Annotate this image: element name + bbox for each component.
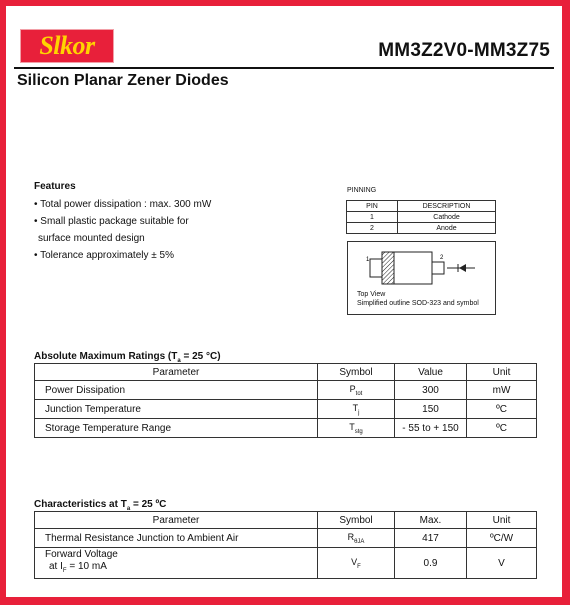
- table-cell: ºC: [467, 419, 537, 438]
- heading-subscript: a: [177, 358, 181, 364]
- table-cell: 2: [347, 223, 398, 234]
- symbol-text: T: [349, 421, 355, 432]
- table-row: [35, 419, 537, 438]
- heading-text: = 25 °C): [180, 351, 221, 362]
- features-list: [34, 196, 211, 264]
- ratings-table: [34, 363, 537, 438]
- table-cell: mW: [467, 381, 537, 400]
- column-header: Parameter: [35, 364, 318, 381]
- table-cell: - 55 to + 150: [395, 419, 467, 438]
- characteristics-table: [34, 511, 537, 579]
- table-cell: [318, 400, 395, 419]
- column-header: PIN: [347, 201, 398, 212]
- table-cell: [318, 529, 395, 548]
- symbol-subscript: F: [357, 563, 361, 570]
- symbol-text: V: [351, 556, 358, 567]
- table-cell: Junction Temperature: [35, 400, 318, 419]
- diagram-caption: Simplified outline SOD-323 and symbol: [357, 300, 479, 307]
- table-row: [35, 400, 537, 419]
- parameter-condition: [45, 561, 317, 577]
- table-cell: [35, 548, 318, 579]
- table-cell: [318, 548, 395, 579]
- symbol-text: R: [347, 531, 355, 542]
- diagram-caption: Top View: [357, 291, 386, 298]
- table-header-row: [347, 201, 496, 212]
- table-row: [347, 223, 496, 234]
- feature-item: • Small plastic package suitable for: [34, 216, 189, 227]
- heading-subscript: a: [126, 506, 131, 512]
- column-header: Value: [395, 364, 467, 381]
- column-header: Unit: [467, 364, 537, 381]
- table-cell: Thermal Resistance Junction to Ambient Air: [35, 529, 318, 548]
- table-row: [35, 529, 537, 548]
- heading-text: Absolute Maximum Ratings (T: [34, 351, 178, 362]
- slkor-logo: Slkor: [20, 29, 114, 63]
- table-cell: Power Dissipation: [35, 381, 318, 400]
- table-cell: Anode: [398, 223, 496, 234]
- table-cell: [318, 419, 395, 438]
- pinning-heading: PINNING: [347, 187, 377, 194]
- column-header: Symbol: [318, 512, 395, 529]
- pin2-label: 2: [440, 255, 444, 261]
- symbol-subscript: stg: [354, 428, 363, 435]
- header-rule: [14, 67, 554, 69]
- heading-text: = 25 ºC: [130, 499, 167, 510]
- table-cell: Storage Temperature Range: [35, 419, 318, 438]
- symbol-subscript: j: [358, 409, 360, 416]
- table-cell: ºC: [467, 400, 537, 419]
- column-header: Max.: [395, 512, 467, 529]
- table-row: [35, 381, 537, 400]
- part-number: MM3Z2V0-MM3Z75: [378, 40, 550, 61]
- parameter-text: Forward Voltage: [45, 549, 118, 560]
- pinning-table: [346, 200, 496, 234]
- table-cell: ºC/W: [467, 529, 537, 548]
- table-cell: 1: [347, 212, 398, 223]
- symbol-text: T: [352, 402, 359, 413]
- symbol-subscript: θJA: [354, 538, 365, 545]
- table-cell: [318, 381, 395, 400]
- column-header: Symbol: [318, 364, 395, 381]
- symbol-subscript: tot: [355, 390, 363, 397]
- table-cell: 0.9: [395, 548, 467, 579]
- table-header-row: [35, 364, 537, 381]
- table-cell: 417: [395, 529, 467, 548]
- table-row: [35, 548, 537, 579]
- condition-text: at I: [49, 561, 63, 572]
- table-header-row: [35, 512, 537, 529]
- feature-item: • Tolerance approximately ± 5%: [34, 250, 174, 261]
- datasheet-page: [6, 6, 562, 597]
- symbol-text: P: [349, 383, 356, 394]
- table-cell: 300: [395, 381, 467, 400]
- features-heading: Features: [34, 181, 76, 192]
- table-row: [347, 212, 496, 223]
- feature-item: surface mounted design: [38, 233, 145, 244]
- column-header: DESCRIPTION: [398, 201, 496, 212]
- table-cell: V: [467, 548, 537, 579]
- column-header: Unit: [467, 512, 537, 529]
- pin1-label: 1: [366, 257, 370, 263]
- column-header: Parameter: [35, 512, 318, 529]
- page-title: Silicon Planar Zener Diodes: [17, 72, 229, 89]
- table-cell: 150: [395, 400, 467, 419]
- heading-text: Characteristics at T: [34, 499, 127, 510]
- feature-item: • Total power dissipation : max. 300 mW: [34, 199, 212, 210]
- condition-subscript: F: [62, 568, 67, 574]
- condition-text: = 10 mA: [66, 561, 107, 572]
- table-cell: Cathode: [398, 212, 496, 223]
